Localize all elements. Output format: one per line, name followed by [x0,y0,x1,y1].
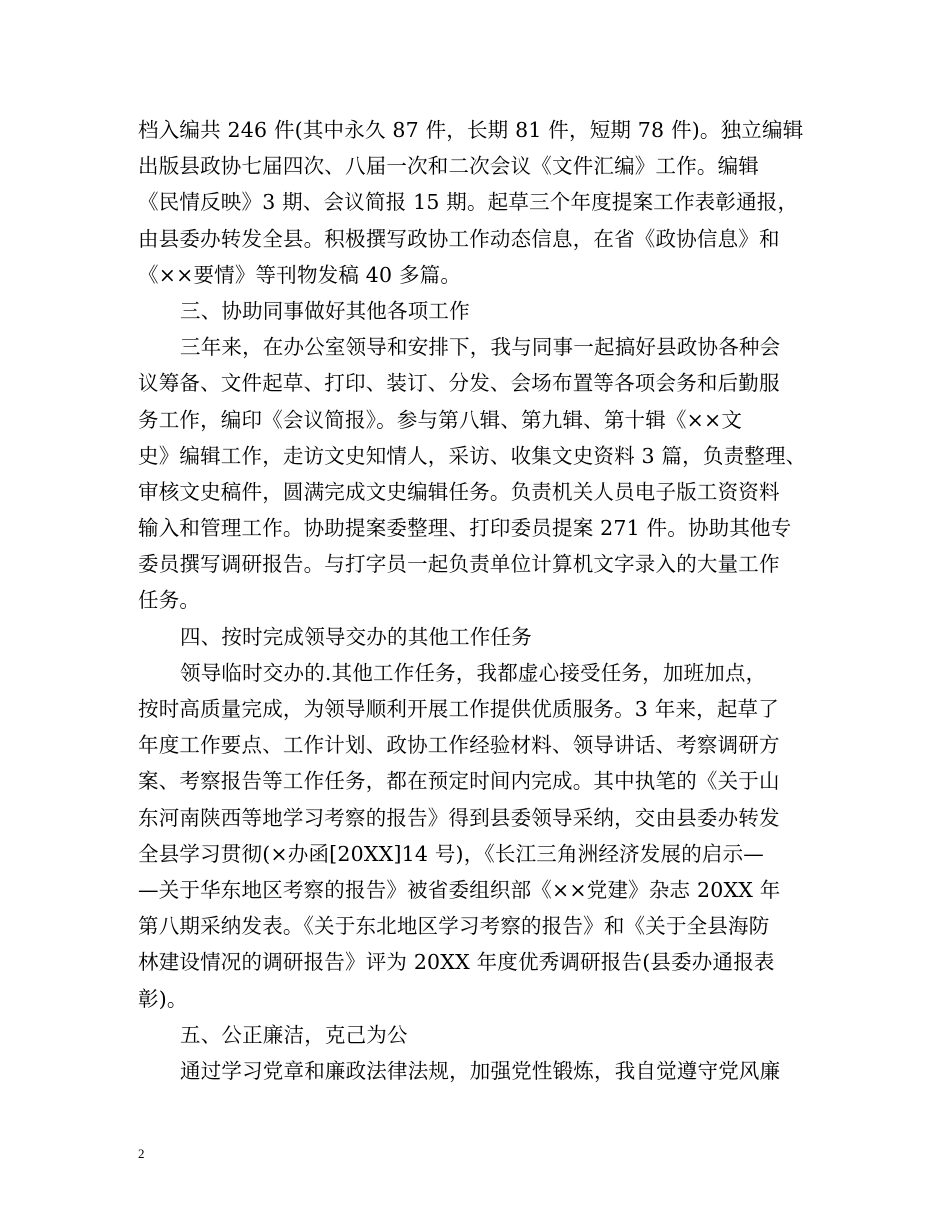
text-line: 务工作，编印《会议简报》。参与第八辑、第九辑、第十辑《××文 [138,407,743,432]
text-line: 年度工作要点、工作计划、政协工作经验材料、领导讲话、考察调研方 [138,733,780,758]
paragraph-start-line: 三年来，在办公室领导和安排下，我与同事一起搞好县政协各种会 [180,335,781,360]
text-line: 第八期采纳发表。《关于东北地区学习考察的报告》和《关于全县海防 [138,914,770,939]
paragraph-start-line: 四、按时完成领导交办的其他工作任务 [180,624,532,649]
text-line: 审核文史稿件，圆满完成文史编辑任务。负责机关人员电子版工资资料 [138,479,780,504]
text-line: 委员撰写调研报告。与打字员一起负责单位计算机文字录入的大量工作 [138,552,780,577]
text-line: 全县学习贯彻(×办函[20XX]14 号)，《长江三角洲经济发展的启示— [138,841,764,866]
page-number: 2 [138,1146,145,1161]
text-line: 彰)。 [138,986,188,1011]
text-line: 由县委办转发全县。积极撰写政协工作动态信息，在省《政协信息》和 [138,226,780,251]
text-line: —关于华东地区考察的报告》被省委组织部《××党建》杂志 20XX 年 [138,877,781,902]
text-line: 案、考察报告等工作任务，都在预定时间内完成。其中执笔的《关于山 [138,769,780,794]
text-line: 林建设情况的调研报告》评为 20XX 年度优秀调研报告(县委办通报表 [138,950,775,975]
paragraph-start-line: 通过学习党章和廉政法律法规，加强党性锻炼，我自觉遵守党风廉 [180,1058,781,1083]
text-line: 《民情反映》3 期、会议简报 15 期。起草三个年度提案工作表彰通报， [138,190,799,215]
paragraph-start-line: 五、公正廉洁，克己为公 [180,1022,408,1047]
text-line: 出版县政协七届四次、八届一次和二次会议《文件汇编》工作。编辑 [138,154,759,179]
text-line: 任务。 [138,588,201,613]
text-line: 东河南陕西等地学习考察的报告》得到县委领导采纳，交由县委办转发 [138,805,780,830]
text-line: 议筹备、文件起草、打印、装订、分发、会场布置等各项会务和后勤服 [138,371,780,396]
text-line: 档入编共 246 件(其中永久 87 件，长期 81 件，短期 78 件)。独立编辑 [138,118,804,142]
text-line: 按时高质量完成，为领导顺利开展工作提供优质服务。3 年来，起草了 [138,697,779,721]
document-body [138,112,818,1089]
text-line: 史》编辑工作，走访文史知情人，采访、收集文史资料 3 篇，负责整理、 [138,443,807,468]
paragraph-start-line: 领导临时交办的.其他工作任务，我都虚心接受任务，加班加点， [180,660,767,685]
paragraph-start-line: 三、协助同事做好其他各项工作 [180,298,470,323]
text-line: 输入和管理工作。协助提案委整理、打印委员提案 271 件。协助其他专 [138,516,792,541]
text-line: 《××要情》等刊物发稿 40 多篇。 [138,262,462,287]
